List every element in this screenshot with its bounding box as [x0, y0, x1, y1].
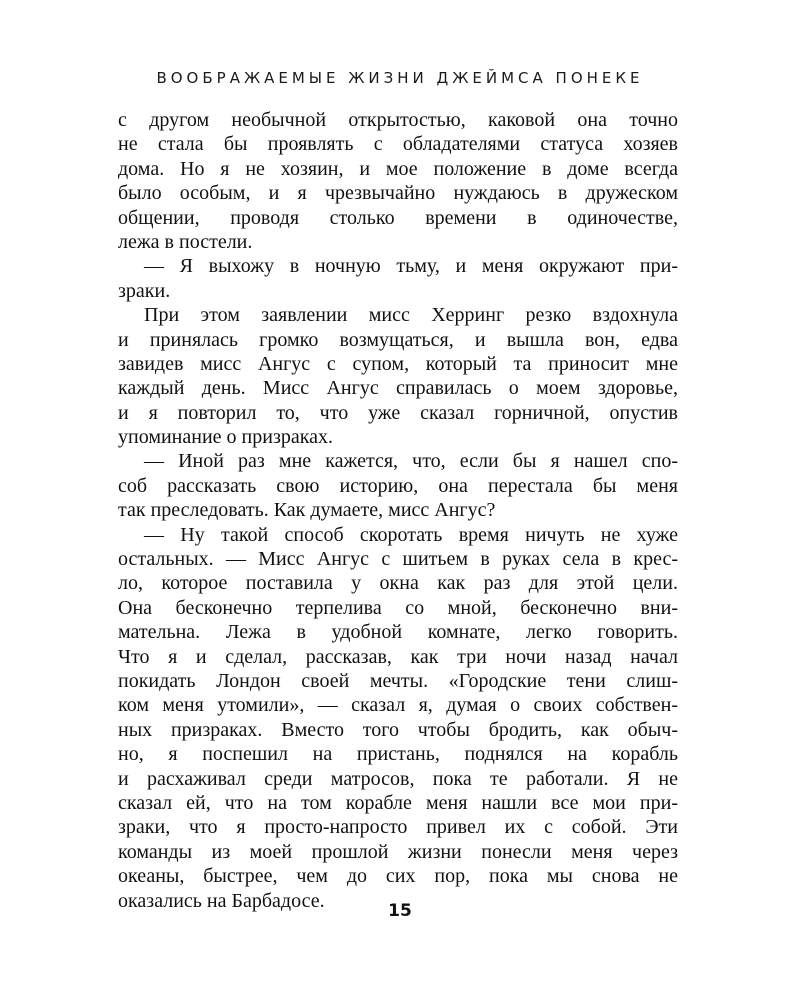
text-line: сказал ей, что на том корабле меня нашли все мои при- [118, 791, 678, 814]
text-line: не стала бы проявлять с обладателями статуса хозяев [118, 133, 678, 156]
text-line: с другом необычной открытостью, каковой она точно [118, 109, 678, 131]
text-line: было особым, и я чрезвычайно нуждаюсь в дружеском [118, 182, 678, 205]
text-line: Она бесконечно терпелива со мной, бесконечно вни- [118, 596, 678, 619]
paragraph [118, 108, 678, 254]
text-line: завидев мисс Ангус с супом, который та приносит мне [118, 352, 678, 375]
text-line: дома. Но я не хозяин, и мое положение в доме всегда [118, 157, 678, 180]
text-line: остальных. — Мисс Ангус с шитьем в руках села в крес- [118, 548, 678, 571]
text-line: — Я выхожу в ночную тьму, и меня окружают при- [144, 255, 678, 278]
text-line: ком меня утомили», — сказал я, думая о своих собствен- [118, 694, 678, 717]
paragraph [118, 303, 678, 449]
text-line: покидать Лондон своей мечты. «Городские тени слиш- [118, 669, 678, 692]
text-line: упоминание о призраках. [118, 426, 334, 449]
paragraph [118, 523, 678, 913]
text-line: ных призраках. Вместо того чтобы бродить, как обыч- [118, 718, 678, 741]
text-line: команды из моей прошлой жизни понесли меня через [118, 840, 678, 863]
text-line: оказались на Барбадосе. [118, 889, 325, 912]
text-line: мательна. Лежа в удобной комнате, легко говорить. [118, 621, 678, 644]
body-text [118, 108, 678, 913]
text-line: Что я и сделал, рассказав, как три ночи назад начал [118, 645, 678, 668]
page-number: 15 [388, 901, 412, 921]
paragraph [118, 449, 678, 522]
text-line: соб рассказать свою историю, она перестала бы меня [118, 474, 678, 497]
text-line: При этом заявлении мисс Херринг резко вздохнула [144, 304, 678, 327]
running-head-title: ВООБРАЖАЕМЫЕ ЖИЗНИ ДЖЕЙМСА ПОНЕКЕ [156, 69, 644, 87]
text-line: и принялась громко возмущаться, и вышла вон, едва [118, 328, 678, 351]
text-line: — Иной раз мне кажется, что, если бы я нашел спо- [144, 450, 678, 473]
text-line: зраки, что я просто-напросто привел их с собой. Эти [118, 816, 678, 839]
text-line: так преследовать. Как думаете, мисс Ангус? [118, 499, 496, 522]
text-line: общении, проводя столько времени в одиночестве, [118, 206, 678, 229]
text-line: зраки. [118, 279, 171, 302]
text-line: каждый день. Мисс Ангус справилась о моем здоровье, [118, 377, 678, 400]
text-line: и расхаживал среди матросов, пока те работали. Я не [118, 767, 678, 790]
text-line: и я повторил то, что уже сказал горничной, опустив [118, 401, 678, 424]
text-line: океаны, быстрее, чем до сих пор, пока мы снова не [118, 865, 678, 888]
paragraph [118, 254, 678, 303]
text-line: лежа в постели. [118, 230, 253, 253]
text-line: — Ну такой способ скоротать время ничуть не хуже [144, 523, 678, 546]
text-line: ло, которое поставила у окна как раз для этой цели. [118, 572, 678, 595]
text-line: но, я поспешил на пристань, поднялся на корабль [118, 743, 678, 766]
